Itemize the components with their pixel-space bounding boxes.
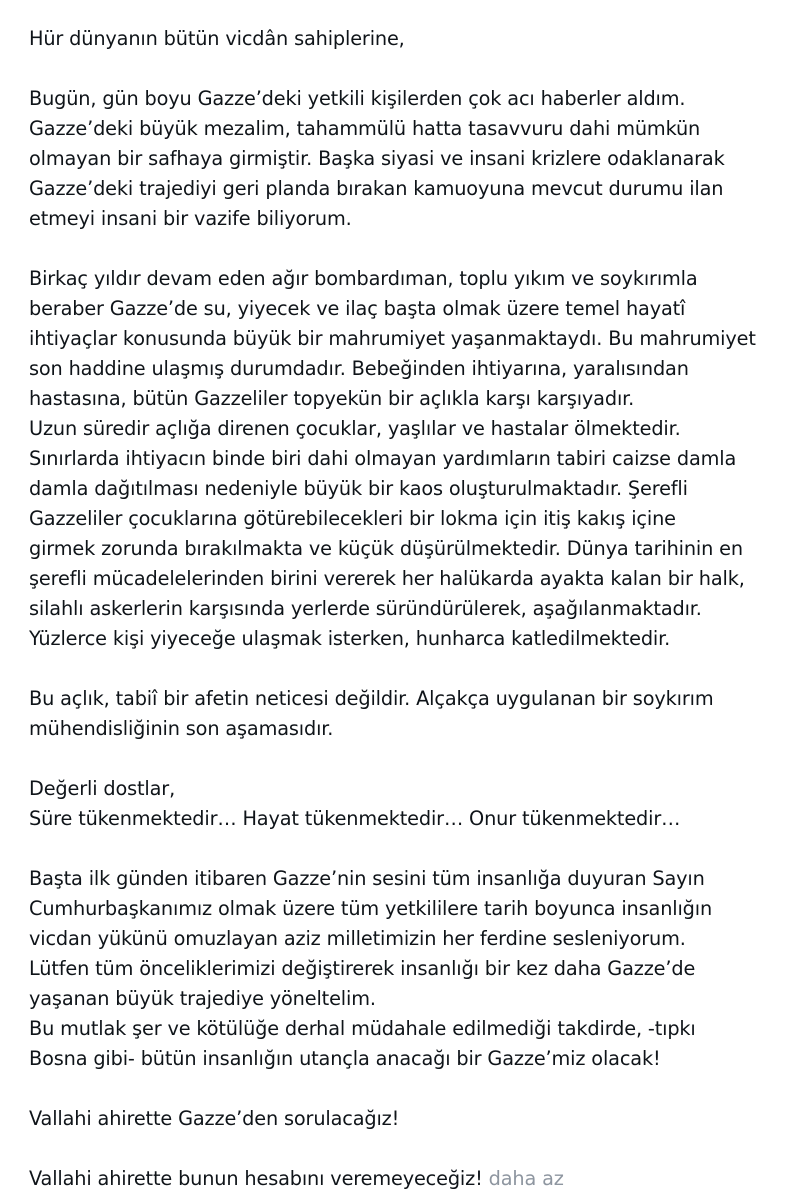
greeting <box>29 24 799 54</box>
text-line: vicdan yükünü omuzlayan aziz milletimizin her ferdine sesleniyorum. <box>29 927 686 950</box>
body-paragraph <box>29 774 799 834</box>
text-line: olmayan bir safhaya girmiştir. Başka siyasi ve insani krizlere odaklanarak <box>29 147 725 170</box>
text-line: Birkaç yıldır devam eden ağır bombardıman, toplu yıkım ve soykırımla <box>29 267 698 290</box>
show-less-link[interactable]: daha az <box>488 1167 564 1190</box>
text-line: beraber Gazze’de su, yiyecek ve ilaç başta olmak üzere temel hayatî <box>29 297 686 320</box>
text-line: Bugün, gün boyu Gazze’deki yetkili kişilerden çok acı haberler aldım. <box>29 87 686 110</box>
text-line: Gazze’deki trajediyi geri planda bırakan kamuoyuna mevcut durumu ilan <box>29 177 724 200</box>
text-line: Bu mutlak şer ve kötülüğe derhal müdahale edilmediği takdirde, -tıpkı <box>29 1017 696 1040</box>
closing-paragraph <box>29 1164 799 1194</box>
text-line: mühendisliğinin son aşamasıdır. <box>29 717 334 740</box>
body-paragraph <box>29 684 799 744</box>
text-line: Süre tükenmektedir… Hayat tükenmektedir… Onur tükenmektedir… <box>29 807 681 830</box>
text-line: damla dağıtılması nedeniyle büyük bir kaos oluşturulmaktadır. Şerefli <box>29 477 688 500</box>
closing-text: Vallahi ahirette bunun hesabını veremeyeceğiz! <box>29 1167 483 1190</box>
text-line: yaşanan büyük trajediye yöneltelim. <box>29 987 376 1010</box>
post-text <box>29 24 799 1194</box>
text-line: Bosna gibi- bütün insanlığın utançla anacağı bir Gazze’miz olacak! <box>29 1047 661 1070</box>
text-line: Bu açlık, tabiî bir afetin neticesi değildir. Alçakça uygulanan bir soykırım <box>29 687 714 710</box>
text-line: şerefli mücadelelerinden birini vererek her halükarda ayakta kalan bir halk, <box>29 567 745 590</box>
greeting-line: Hür dünyanın bütün vicdân sahiplerine, <box>29 27 405 50</box>
text-line: Lütfen tüm önceliklerimizi değiştirerek insanlığı bir kez daha Gazze’de <box>29 957 696 980</box>
text-line: Değerli dostlar, <box>29 777 176 800</box>
text-line: Sınırlarda ihtiyacın binde biri dahi olmayan yardımların tabiri caizse damla <box>29 447 737 470</box>
text-line: son haddine ulaşmış durumdadır. Bebeğinden ihtiyarına, yaralısından <box>29 357 689 380</box>
text-line: hastasına, bütün Gazzeliler topyekün bir açlıkla karşı karşıyadır. <box>29 387 635 410</box>
body-paragraph <box>29 864 799 1074</box>
text-line: Vallahi ahirette Gazze’den sorulacağız! <box>29 1107 400 1130</box>
text-line: etmeyi insani bir vazife biliyorum. <box>29 207 352 230</box>
text-line: Uzun süredir açlığa direnen çocuklar, yaşlılar ve hastalar ölmektedir. <box>29 417 681 440</box>
text-line: ihtiyaçlar konusunda büyük bir mahrumiyet yaşanmaktaydı. Bu mahrumiyet <box>29 327 756 350</box>
body-paragraph <box>29 1104 799 1134</box>
text-line: girmek zorunda bırakılmakta ve küçük düşürülmektedir. Dünya tarihinin en <box>29 537 743 560</box>
text-line: Yüzlerce kişi yiyeceğe ulaşmak isterken, hunharca katledilmektedir. <box>29 627 671 650</box>
body-paragraph <box>29 84 799 234</box>
text-line: silahlı askerlerin karşısında yerlerde süründürülerek, aşağılanmaktadır. <box>29 597 702 620</box>
body-paragraph <box>29 264 799 654</box>
text-line: Gazze’deki büyük mezalim, tahammülü hatta tasavvuru dahi mümkün <box>29 117 701 140</box>
text-line: Cumhurbaşkanımız olmak üzere tüm yetkililere tarih boyunca insanlığın <box>29 897 713 920</box>
text-line: Gazzeliler çocuklarına götürebilecekleri bir lokma için itiş kakış içine <box>29 507 676 530</box>
closing-line <box>29 1164 799 1194</box>
text-line: Başta ilk günden itibaren Gazze’nin sesini tüm insanlığa duyuran Sayın <box>29 867 705 890</box>
paragraph-list <box>29 84 799 1134</box>
